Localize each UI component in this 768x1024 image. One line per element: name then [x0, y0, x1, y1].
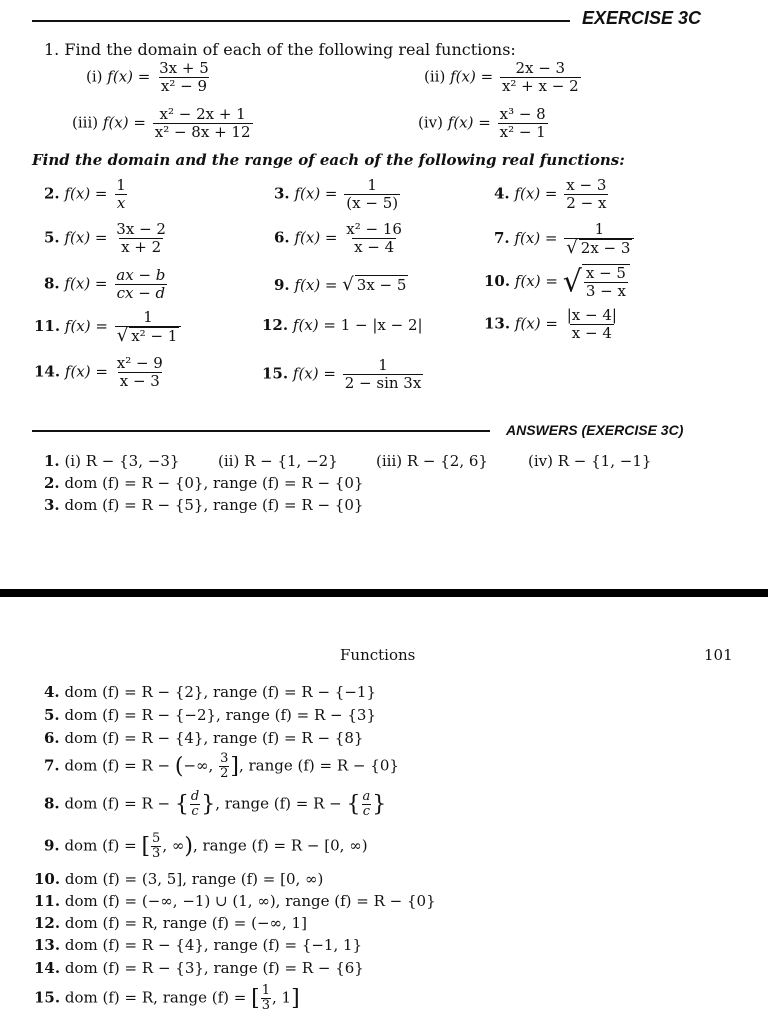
- problem-number: 2.: [44, 184, 60, 203]
- fraction: [151, 832, 161, 861]
- denominator: c: [362, 804, 371, 819]
- answer-part: (i) R − {3, −3}: [64, 452, 180, 470]
- numerator: a: [362, 789, 371, 804]
- problem-number: 11.: [34, 317, 61, 335]
- answer-4: [44, 683, 376, 701]
- answer-text: dom (f) = (3, 5], range (f) = [0, ∞): [64, 870, 324, 888]
- denominator: x − 4: [354, 238, 395, 256]
- fraction: [157, 60, 211, 95]
- header-rule: [32, 20, 570, 22]
- open-bracket: [: [141, 834, 151, 859]
- lhs: f(x) =: [107, 67, 151, 86]
- denominator: (x − 5): [346, 194, 399, 212]
- running-head: Functions: [340, 646, 416, 664]
- answer-number: 13.: [34, 936, 61, 954]
- denominator: [564, 238, 634, 257]
- lhs: f(x) =: [514, 184, 558, 203]
- problem-number: 10.: [484, 272, 511, 290]
- numerator: 1: [116, 176, 126, 194]
- numerator: x − 3: [566, 176, 607, 194]
- numerator: x − 5: [585, 264, 626, 282]
- problem-14: [34, 355, 167, 390]
- radical-sign: √: [562, 264, 582, 300]
- lhs: f(x) =: [102, 113, 146, 132]
- q1-part-iii: [72, 106, 255, 141]
- q1-part-iv: [418, 106, 550, 141]
- problem-4: [494, 177, 610, 212]
- fraction: [564, 221, 634, 257]
- answer-5: [44, 706, 376, 724]
- answer-3: [44, 496, 363, 514]
- radical-sign: √: [342, 274, 354, 295]
- fraction: [261, 984, 271, 1013]
- lhs: f(x) =: [292, 364, 336, 383]
- answer-number: 6.: [44, 729, 60, 747]
- denominator: x − 3: [119, 372, 160, 390]
- q1-part-i: [86, 60, 213, 95]
- answer-number: 12.: [34, 914, 61, 932]
- answer-7: [44, 752, 399, 781]
- problem-5: [44, 221, 170, 256]
- close-brace: }: [372, 792, 387, 817]
- denominator: 2: [220, 766, 229, 781]
- denominator: x² − 1: [499, 123, 546, 141]
- answer-number: 5.: [44, 706, 60, 724]
- fraction: [564, 177, 608, 212]
- answer-text: dom (f) = (−∞, −1) ∪ (1, ∞), range (f) = R − {0}: [64, 892, 436, 910]
- answers-rule: [32, 430, 490, 432]
- problem-2: [44, 177, 130, 212]
- open-bracket: [: [251, 986, 260, 1011]
- numerator: 1: [594, 220, 605, 238]
- answer-number: 15.: [34, 988, 61, 1007]
- numerator: |x − 4|: [566, 306, 617, 324]
- answer-2: [44, 474, 363, 492]
- answer-9: [44, 832, 368, 861]
- numerator: 1: [367, 176, 377, 194]
- numerator: x² − 16: [346, 220, 402, 238]
- denominator: x² − 9: [160, 77, 208, 95]
- page-break-band: [0, 589, 768, 597]
- fraction: [115, 355, 165, 390]
- interval-end: , ∞: [162, 836, 185, 855]
- lhs: f(x) =: [294, 184, 338, 203]
- answer-text: , range (f) = R −: [215, 794, 342, 813]
- fraction: [344, 177, 400, 212]
- problem-number: 15.: [262, 364, 289, 383]
- fraction: [500, 60, 581, 95]
- answer-1-ii: (ii) R − {1, −2}: [218, 452, 338, 470]
- open-brace: {: [346, 792, 361, 817]
- denominator: c: [191, 804, 199, 819]
- answer-text: dom (f) = R − {4}, range (f) = {−1, 1}: [64, 936, 363, 954]
- fraction: [114, 177, 128, 212]
- answer-text: dom (f) = R − {3}, range (f) = R − {6}: [64, 959, 364, 977]
- lhs: f(x) =: [514, 229, 558, 247]
- problem-15: [262, 357, 425, 392]
- fraction: [153, 106, 253, 141]
- answer-text: dom (f) = R − {5}, range (f) = R − {0}: [64, 496, 364, 514]
- answer-6: [44, 729, 363, 747]
- answer-number: 11.: [34, 892, 61, 910]
- problem-11: [34, 309, 183, 345]
- denominator: 3: [261, 998, 270, 1013]
- problem-number: 7.: [494, 229, 510, 247]
- exercise-title: EXERCISE 3C: [582, 8, 702, 28]
- page-number: 101: [704, 646, 733, 664]
- lhs: f(x) =: [64, 184, 108, 203]
- answer-number: 4.: [44, 683, 60, 701]
- answer-number: 10.: [34, 870, 61, 888]
- radical-sign: √: [566, 237, 578, 258]
- expression: 1 − |x − 2|: [340, 316, 423, 334]
- numerator: 2x − 3: [515, 59, 566, 77]
- answer-1-iii: (iii) R − {2, 6}: [376, 452, 488, 470]
- denominator: x − 4: [571, 324, 612, 342]
- lhs: f(x) =: [514, 314, 558, 333]
- denominator: x² − 8x + 12: [154, 123, 251, 141]
- fraction: [190, 790, 200, 819]
- radicand: 3x − 5: [356, 276, 407, 294]
- close-bracket: ]: [230, 754, 239, 779]
- problem-number: 8.: [44, 274, 60, 293]
- denominator: x² + x − 2: [501, 77, 579, 95]
- numerator: 1: [378, 356, 388, 374]
- answer-10: [34, 870, 323, 888]
- part-label: (iii): [72, 113, 99, 132]
- close-bracket: ): [184, 834, 193, 859]
- problem-number: 9.: [274, 276, 290, 294]
- lhs: f(x) =: [64, 362, 108, 381]
- denominator: x + 2: [121, 238, 162, 256]
- lhs: f(x) =: [64, 228, 108, 247]
- answer-number: 8.: [44, 794, 60, 813]
- fraction: [565, 307, 619, 342]
- answer-number: 7.: [44, 756, 60, 775]
- numerator: 3x + 5: [159, 59, 209, 77]
- problem-8: [44, 267, 169, 302]
- close-bracket: ]: [291, 986, 300, 1011]
- problem-7: [494, 221, 636, 257]
- numerator: x² − 2x + 1: [159, 105, 246, 123]
- answer-text: dom (f) = R −: [64, 756, 171, 775]
- fraction: [114, 221, 168, 256]
- open-brace: {: [174, 792, 189, 817]
- problem-number: 6.: [274, 228, 290, 247]
- q1-part-ii: [424, 60, 583, 95]
- fraction: [362, 790, 372, 819]
- lhs: f(x) =: [450, 67, 494, 86]
- radicand: 2x − 3: [580, 239, 631, 257]
- numerator: x³ − 8: [499, 105, 546, 123]
- problem-number: 13.: [484, 314, 511, 333]
- answer-text: dom (f) = R −: [64, 794, 171, 813]
- part-label: (iv): [418, 113, 443, 132]
- lhs: f(x) =: [64, 274, 108, 293]
- numerator: x² − 9: [116, 354, 163, 372]
- answer-number: 2.: [44, 474, 60, 492]
- problem-12: [262, 316, 423, 334]
- problem-3: [274, 177, 402, 212]
- radical-sign: √: [116, 325, 129, 346]
- answer-number: 3.: [44, 496, 60, 514]
- fraction: [219, 752, 229, 781]
- answer-text: dom (f) = R, range (f) =: [64, 988, 247, 1007]
- problem-number: 5.: [44, 228, 60, 247]
- denominator: cx − d: [116, 284, 166, 302]
- numerator: 1: [261, 983, 270, 998]
- answer-1-iv: (iv) R − {1, −1}: [528, 452, 652, 470]
- lhs: f(x) =: [447, 113, 491, 132]
- problem-number: 12.: [262, 316, 289, 334]
- problem-number: 3.: [274, 184, 290, 203]
- answer-text: dom (f) = R − {2}, range (f) = R − {−1}: [64, 683, 376, 701]
- denominator: 3: [152, 846, 161, 861]
- answer-number: 1.: [44, 452, 60, 470]
- problem-number: 4.: [494, 184, 510, 203]
- subheading: Find the domain and the range of each of the following real functions:: [32, 151, 625, 169]
- radical-body: [582, 264, 630, 300]
- open-bracket: (: [174, 754, 184, 779]
- q1-prompt: 1. Find the domain of each of the following real functions:: [44, 40, 516, 59]
- answer-text: dom (f) =: [64, 836, 137, 855]
- fraction: [343, 357, 424, 392]
- answer-number: 9.: [44, 836, 60, 855]
- problem-6: [274, 221, 406, 256]
- interval-end: , 1: [271, 988, 292, 1007]
- answer-15: [34, 984, 300, 1013]
- fraction: [498, 106, 548, 141]
- answer-text: dom (f) = R − {4}, range (f) = R − {8}: [64, 729, 364, 747]
- problem-13: [484, 307, 621, 342]
- lhs: f(x) =: [514, 272, 558, 290]
- answer-text: , range (f) = R − {0}: [238, 756, 399, 775]
- denominator: x: [116, 194, 126, 212]
- radicand: x² − 1: [131, 327, 178, 345]
- answer-text: dom (f) = R − {0}, range (f) = R − {0}: [64, 474, 364, 492]
- fraction: [584, 265, 628, 300]
- numerator: 3x − 2: [116, 220, 166, 238]
- lhs: f(x) =: [64, 317, 108, 335]
- part-label: (i): [86, 67, 103, 86]
- answer-number: 14.: [34, 959, 61, 977]
- denominator: 3 − x: [585, 282, 626, 300]
- close-brace: }: [201, 792, 216, 817]
- answer-text: , range (f) = R − [0, ∞): [192, 836, 368, 855]
- interval-start: −∞,: [183, 756, 214, 775]
- fraction: [344, 221, 404, 256]
- answer-text: dom (f) = R − {−2}, range (f) = R − {3}: [64, 706, 376, 724]
- denominator: 2 − x: [566, 194, 607, 212]
- answer-12: [34, 914, 307, 932]
- problem-10: [484, 264, 630, 300]
- answer-11: [34, 892, 436, 910]
- problem-9: [274, 274, 408, 295]
- lhs: f(x) =: [294, 228, 338, 247]
- numerator: 1: [143, 308, 153, 326]
- fraction: [114, 267, 167, 302]
- answer-13: [34, 936, 362, 954]
- lhs: f(x) =: [292, 316, 336, 334]
- answer-14: [34, 959, 364, 977]
- answer-1: [44, 452, 179, 470]
- part-label: (ii): [424, 67, 446, 86]
- answer-text: dom (f) = R, range (f) = (−∞, 1]: [64, 914, 307, 932]
- numerator: 3: [220, 751, 229, 766]
- numerator: d: [190, 789, 200, 804]
- problem-number: 14.: [34, 362, 61, 381]
- lhs: f(x) =: [294, 276, 338, 294]
- denominator: 2 − sin 3x: [344, 374, 422, 392]
- numerator: 5: [152, 831, 161, 846]
- answer-8: [44, 790, 386, 819]
- fraction: [115, 309, 182, 345]
- numerator: ax − b: [116, 266, 166, 284]
- answers-header: ANSWERS (EXERCISE 3C): [506, 422, 684, 438]
- denominator: [115, 326, 182, 345]
